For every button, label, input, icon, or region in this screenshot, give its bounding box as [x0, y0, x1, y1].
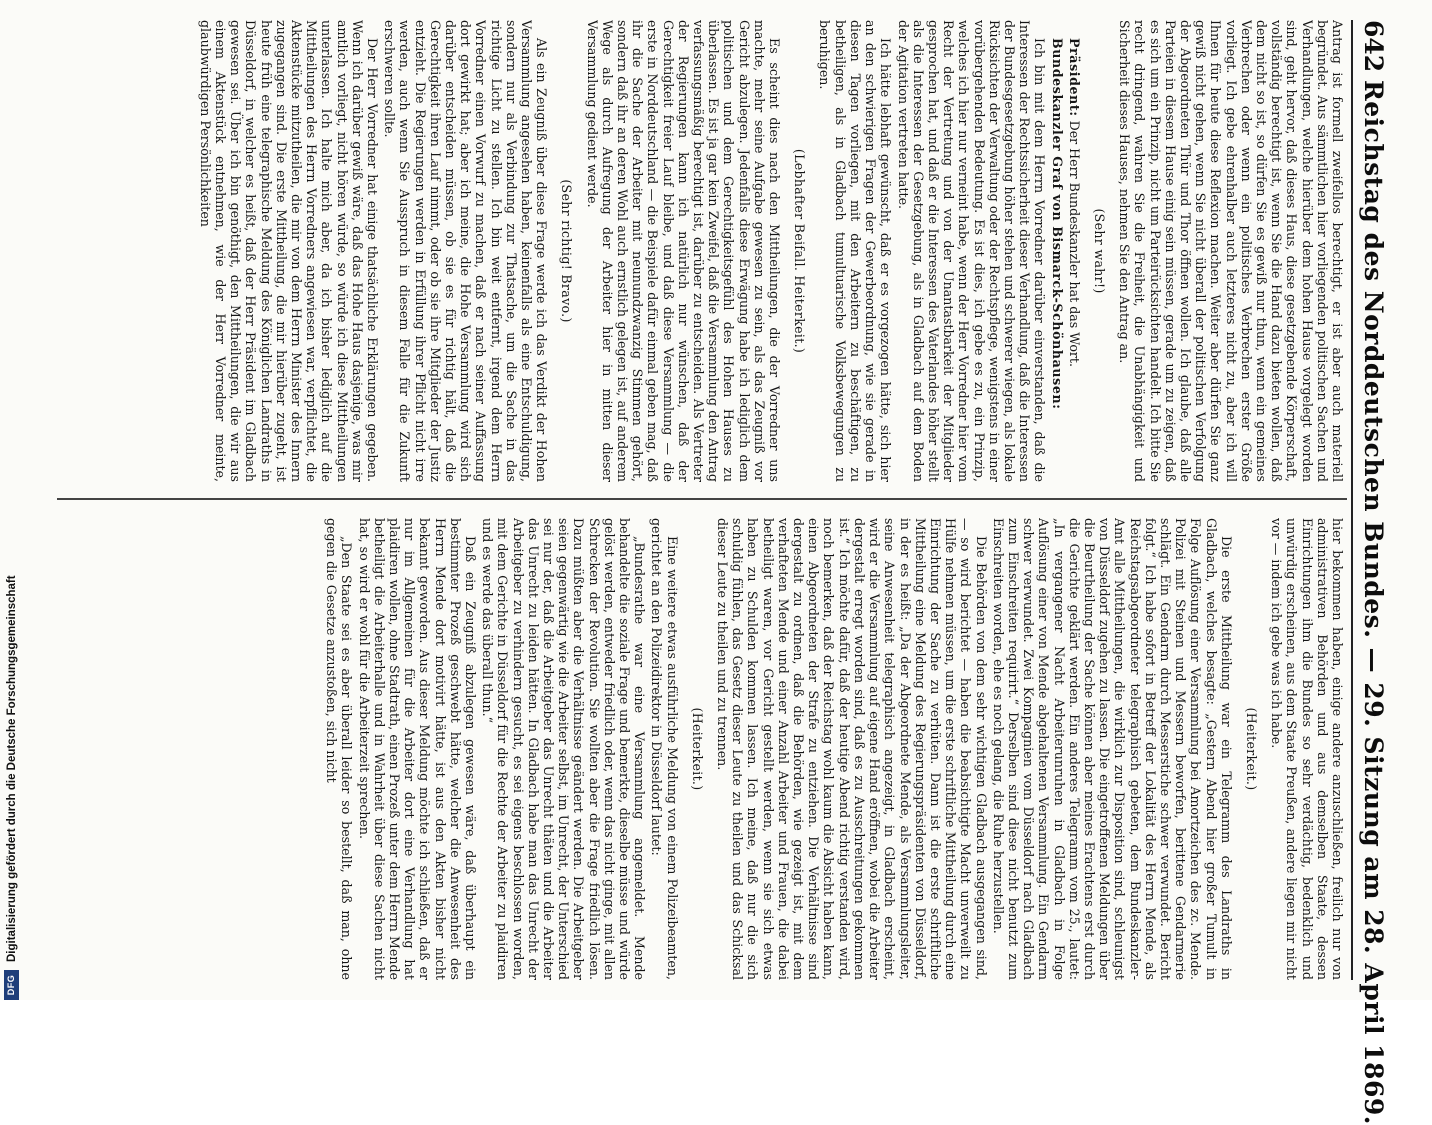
speaker-label: Bundeskanzler Graf von Bismarck-Schönhausen: — [1049, 38, 1065, 410]
speaker-paragraph — [1049, 20, 1064, 482]
paragraph: Der Herr Vorredner hat einige thatsächliche Erklärungen gegeben. Wenn ich darüber gewiß wäre, daß das Hohe Haus dasjenige, was mir amtlich vorliegt, nicht hören würde, so würde ich diese Mittheilungen unterlassen. Ich halte mich aber, da ich bisher lediglich auf die Mittheilungen des Herrn Vorredners angewiesen war, verpflichtet, die Aktenstücke mitzutheilen, die mir von dem Herrn Minister des Innern zugegangen sind. Die erste Mittheilung, die mir hierüber zugeht, ist heute früh eine telegraphische Meldung des Königlichen Landraths in Düsseldorf, in welcher es heißt, daß der Herr Präsident im Gladbach gewesen sei. Über ich bin genöthigt, den Mittheilungen, die wir aus einem Aktenstück entnehmen, wie der Herr Vorredner meinte, glaubwürdigen Persönlichkeiten — [197, 20, 381, 482]
page-number: 642 — [1359, 20, 1388, 73]
paragraph: hier bekommen haben, einige andere anzuschließen, freilich nur von administrativen Behörden und aus demselben Staate, dessen Einrichtungen ihm die Bundes so sehr verdächtig, bedenklich und unwürdig erscheinen, aus dem Staate Preußen, andere liegen mir nicht vor — indem ich gebe was ich habe. — [1269, 518, 1345, 980]
applause-note: (Heiterkeit.) — [1243, 707, 1259, 791]
speaker-label: Präsident: — [1066, 38, 1082, 117]
paragraph: Als ein Zeugniß über diese Frage werde ich das Verdikt der Hohen Versammlung angesehen haben, keinenfalls als eine Entschuldigung, sondern nur als Verbindung zur Thatsache, um die Sache in das richtige Licht zu stellen. Ich bin weit entfernt, irgend dem Herrn Vorredner einen Vorwurf zu machen, daß er nach seiner Auffassung dort gewirkt hat; aber ich meine, die Hohe Versammlung wird sich darüber entscheiden müssen, ob sie es für richtig hält, daß die Gerechtigkeit ihren Lauf nimmt, oder ob sie ihre Mitglieder der Justiz entzieht. Die Regierungen werden in Erfüllung ihrer Pflicht nicht irre werden, auch wenn Sie Ausspruch in diesem Falle für die Zukunft erschweren sollte. — [382, 20, 550, 482]
paragraph: Die erste Mittheilung war ein Telegramm des Landraths in Gladbach, welches besagte: „Gestern Abend hier großer Tumult in Folge Auflösung einer Versammlung bei Amortzeichen des zc. Mende. Polizei mit Steinen und Messern beworfen, berittene Gendarmerie schlägt. Ein Gendarm durch Messerstiche schwer verwundet. Bericht folgt.“ Ich habe sofort in Betreff der Lokalität des Herrn Mende, als Reichstagsabgeordneter telegraphisch gebeten, dem Bundeskanzler-Amt alle Mittheilungen, die wirklich zur Disposition sind, schleunigst von Düsseldorf zugehen zu lassen. Die eingetroffenen Meldungen über die Beurtheilung der Sache können aber meines Erachtens erst durch die Gerichte geklärt werden. Ein anderes Telegramm vom 25., lautet: „In vergangener Nacht Arbeiterunruhen in Gladbach in Folge Auflösung einer von Mende abgehaltenen Versammlung. Ein Gendarm schwer verwundet. Zwei Kompagnien vom Düsseldorf nach Gladbach zum Einschreiten requirirt.“ Derselben sind diese nicht benutzt zum Einschreiten worden, ehe es noch gelang, die Ruhe herzustellen. — [990, 518, 1234, 980]
paragraph: Ich hätte lebhaft gewünscht, daß er es vorgezogen hätte, sich hier an den schwierigen Fragen der Gewerbeordnung, wie sie gerade in diesen Tagen vorliegen, mit den Arbeitern zu beschäftigen, zu betheiligen, als in Gladbach tumultuarische Volksbewegungen zu beruhigen. — [817, 20, 894, 482]
paragraph: Ich bin mit dem Herrn Vorredner darüber einverstanden, daß die Interessen der Rechtssicherheit dieser Verhandlung, daß die Interessen der Bundesgesetzgebung höher stehen und schwerer wiegen, als lokale Rücksichten der Verwaltung oder der Rechtspflege, wenigstens in einer vorübergehenden Bedeutung. Es ist dies, ich gebe es zu, ein Prinzip, welches ich hier nur verneint habe, wenn der Herr Vorredner hier vom Recht der Vertretung und von der Unantastbarkeit der Mitglieder gesprochen hat, und daß er die Interessen des Vaterlandes höher stellt als die Interessen der Gesetzgebung, als in Gladbach auf dem Boden der Agitation vertreten hatte. — [895, 20, 1048, 482]
paragraph: Daß ein Zeugniß abzulegen gewesen wäre, daß überhaupt ein bestimmter Prozeß geschwebt hätte, welcher die Anwesenheit des Herrn Mende dort motivirt hätte, ist aus den Akten bisher nicht bekannt geworden. Aus dieser Meldung möchte ich schließen, daß er nur im Allgemeinen für die Arbeiter dort eine Verhandlung hat plaidiren wollen, ohne Stadtrath, einen Prozeß unter dem Herrn Mende betheiligt die Arbeiterhalle und in Wahrheit über diese Sachen nicht hat, so wird er wohl für die Arbeiterzeit sprechen. — [356, 518, 479, 980]
applause-note: (Heiterkeit.) — [689, 707, 705, 791]
quoted-report: „Bundesrathe war eine Versammlung angemeldet. Mende behandelte die soziale Frage und bemerkte, dieselbe müsse und würde gelöst werden, entweder friedlich oder, wenn das nicht ginge, mit allen Schrecken der Revolution. Sie wollten aber die Frage friedlich lösen. Dazu müßten aber die Verhältnisse geändert werden. Die Arbeitgeber seien gegenwärtig wie die Arbeiter selbst, im Unrecht, der Unterschied sei nur der, daß die Arbeitgeber das Unrecht thäten und die Arbeiter das Unrecht zu leiden hätten. In Gladbach habe man das Unrecht der Arbeitgeber zu verhindern gesucht, es sei eigens beschlossen worden, mit dem Gerichte in Düsseldorf für die Rechte der Arbeiter zu plaidiren und es werde das überall thun.“ — [480, 518, 648, 980]
paragraph: Die Behörden von dem sehr wichtigen Gladbach ausgegangen sind, — so wird berichtet — haben die beabsichtigte Macht unverweilt zu Hülfe nehmen müssen, um die erste schriftliche Mittheilung durch eine Einrichtung der Sache zu verhüten. Dann ist die erste schriftliche Mittheilung eine Meldung des Regierungspräsidenten von Düsseldorf, in der es heißt: „Da der Abgeordnete Mende, als Versammlungsleiter, seine Anwesenheit telegraphisch angezeigt, in Gladbach erscheint, wird er die Versammlung auf eigene Hand eröffnen, wobei die Arbeiter dergestalt erregt worden sind, daß es zu Ausschreitungen gekommen ist.“ Ich möchte dafür, daß der heutige Abend richtig verstanden wird, noch bemerken, daß der Reichstag wohl kaum die Absicht haben kann, einen Abgeordneten der Strafe zu entziehen. Die Verhältnisse sind dergestalt zu ordnen, daß die Behörden, wie gezeigt ist, mit dem verhafteten Mende und einer Anzahl Arbeiter und Frauen, die dabei betheiligt waren, vor Gericht gestellt werden, wenn sie sich etwas haben zu Schulden kommen lassen. Ich meine, daß nur die sich schuldig fühlen, das Gesetz dieser Leute zu theilen und das Schicksal dieser Leute zu theilen und zu trennen. — [715, 518, 989, 980]
quoted-report: „Den Staate sei es aber überall leider so bestellt, daß man, ohne gegen die Gesetze anzustoßen, sich nicht — [324, 518, 355, 980]
applause-note: (Sehr wahr!) — [1091, 208, 1107, 294]
speaker-paragraph — [1067, 20, 1082, 482]
page-title: Reichstag des Norddeutschen Bundes. — 29. Sitzung am 28. April 1869. — [1359, 80, 1388, 1125]
left-column — [55, 20, 1345, 482]
digitization-footer — [2, 0, 22, 1000]
header-rule — [1351, 20, 1353, 980]
speaker-text: Der Herr Bundeskanzler hat das Wort. — [1066, 120, 1082, 367]
page-header — [1355, 20, 1391, 1125]
rotated-page-content — [35, 0, 1395, 1125]
paragraph: Antrag ist formell zweifellos berechtigt, er ist aber auch materiell begründet. Aus sämmtlichen hier vorliegenden politischen Sachen und Verhandlungen, welche hierüber dem hohen Hause vorgelegt worden sind, geht hervor, daß dieses Haus, diese gesetzgebende Körperschaft, vollständig berechtigt ist, wenn Sie die Hand dazu bieten wollen, daß dem nicht so ist, so dürfen Sie es gewiß nur thun, wenn ein gemeines Verbrechen oder wenn ein politisches Verbrechen erster Größe vorliegt. Ich gebe ehrenhalber auch letzteres nicht zu, aber ich will Ihnen für heute diese Reflexion machen. Weiter aber dürfen Sie ganz gewiß nicht gehen, wenn Sie nicht überall der politischen Verfolgung der Abgeordneten Thür und Thor öffnen wollen. Ich glaube, daß alle Parteien in diesem Hause einig sein müssen, gerade um zu zeigen, daß es sich um ein Prinzip, nicht um Parteirücksichten handelt. Ich bitte Sie recht dringend, wahren Sie die Freiheit, die Unabhängigkeit und Sicherheit dieses Hauses, nehmen Sie den Antrag an. — [1117, 20, 1345, 482]
paragraph: Es scheint dies nach den Mittheilungen, die der Vorredner uns machte, mehr seine Aufgabe gewesen zu sein, als das Zeugniß vor Gericht abzulegen. Jedenfalls diese Erwägung habe ich lediglich dem politischen und dem Gerechtigkeitsgefühl des Hohen Hauses zu überlassen. Es ist ja gar kein Zweifel, daß die Versammlung den Antrag verfassungsmäßig berechtigt ist, darüber zu entscheiden. Als Vertreter der Regierungen kann ich natürlich nur wünschen, daß der Gerechtigkeit freier Lauf bleibe, und daß diese Versammlung — die erste in Norddeutschland — die Beispiele dafür einmal geben mag, daß ihr die Sache der Arbeiter mit neunundzwanzig Stimmen gehört, sondern daß ihr an deren Wohl auch ernstlich gelegen ist, auf anderem Wege als durch Aufregung der Arbeiter hier in mitten dieser Versammlung gedient werde. — [584, 20, 783, 482]
dfg-logo: DFG — [4, 970, 19, 1000]
paragraph: Eine weitere etwas ausführliche Meldung von einem Polizeibeamten, gerichtet an den Polizeidirektor in Düsseldorf lautet: — [649, 518, 680, 980]
right-column — [55, 518, 1345, 980]
applause-note: (Lebhafter Beifall. Heiterkeit.) — [792, 148, 808, 354]
applause-note: (Sehr richtig! Bravo.) — [559, 179, 575, 323]
column-divider — [57, 498, 1347, 500]
digitization-credit: Digitalisierung gefördert durch die Deutsche Forschungsgemeinschaft — [6, 575, 18, 962]
